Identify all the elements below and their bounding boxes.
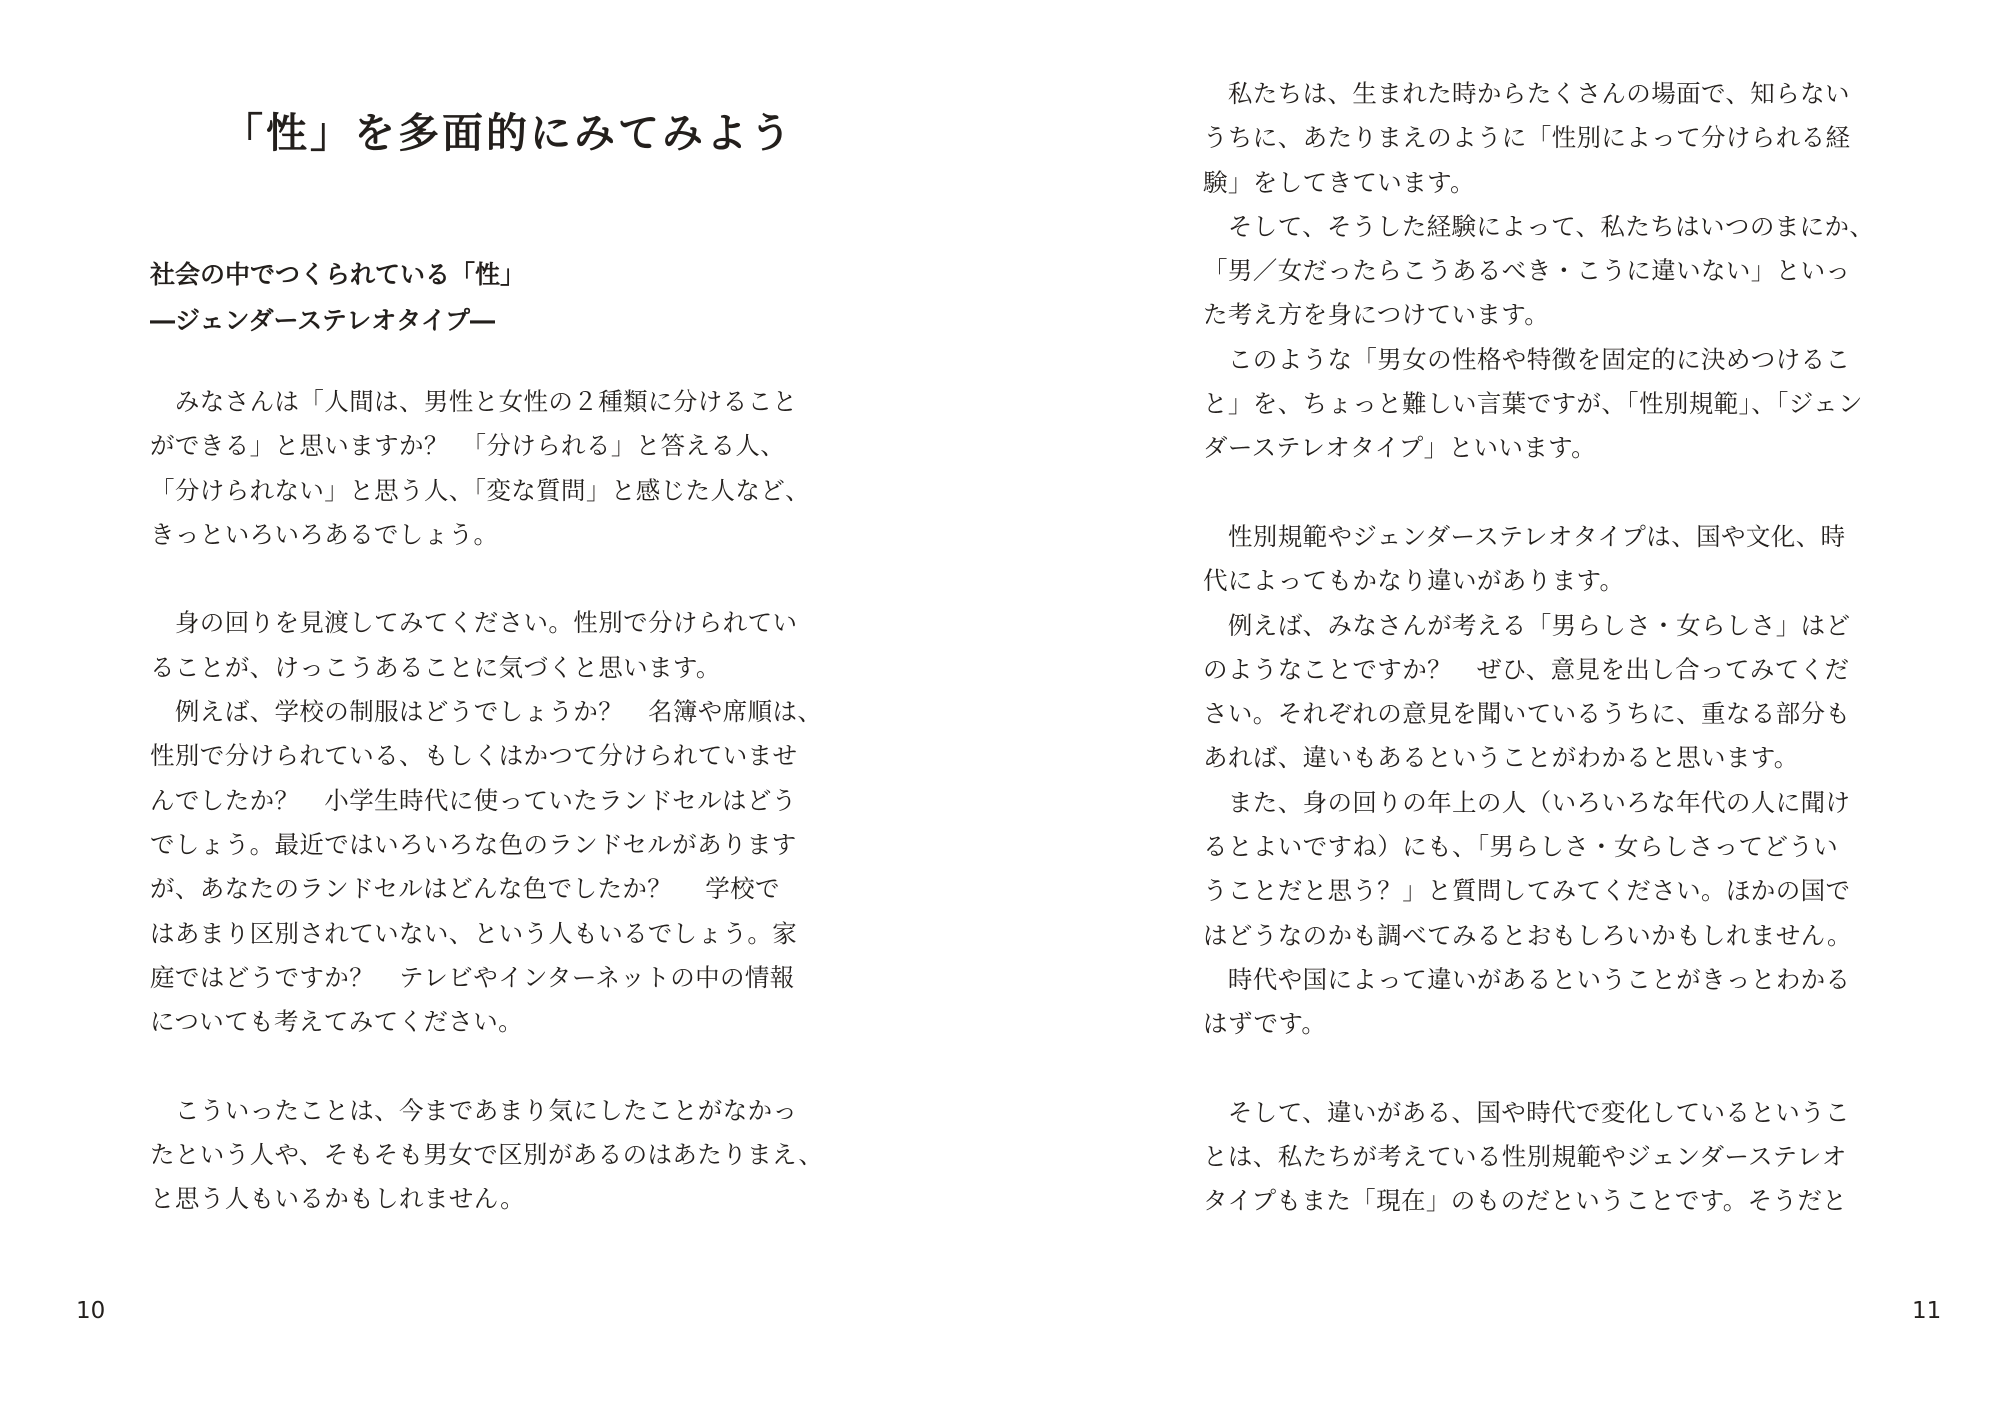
- text-line: 私たちは、生まれた時からたくさんの場面で、知らない: [1203, 79, 1850, 108]
- text-line: きっといろいろあるでしょう。: [150, 519, 499, 549]
- text-line: タイプもまた「現在」のものだということです。そうだと: [1203, 1186, 1848, 1216]
- blank-line: [1203, 1047, 1903, 1091]
- blank-line: [150, 557, 850, 601]
- text-line: はあまり区別されていない、という人もいるでしょう。家: [150, 918, 798, 948]
- text-line: 例えば、みなさんが考える「男らしさ・女らしさ」はど: [1203, 610, 1851, 640]
- text-line: はずです。: [1203, 1009, 1327, 1039]
- text-line: についても考えてみてください。: [150, 1007, 524, 1037]
- text-line: と思う人もいるかもしれません。: [150, 1184, 525, 1214]
- text-line: 「男／女だったらこうあるべき・こうに違いない」といっ: [1203, 256, 1851, 286]
- section-heading-subtitle: ―ジェンダーステレオタイプ―: [150, 306, 496, 335]
- page-number-right: 11: [1912, 1298, 1942, 1324]
- text-line: るとよいですね）にも、「男らしさ・女らしさってどうい: [1203, 832, 1839, 862]
- text-line: 性別で分けられている、もしくはかつて分けられていませ: [150, 741, 798, 771]
- section-heading-line: 社会の中でつくられている「性」: [150, 260, 526, 289]
- text-line: とは、私たちが考えている性別規範やジェンダーステレオ: [1203, 1142, 1847, 1172]
- text-line: こういったことは、今まであまり気にしたことがなかっ: [150, 1095, 798, 1125]
- text-line: さい。それぞれの意見を聞いているうちに、重なる部分も: [1203, 699, 1851, 729]
- text-line: 例えば、学校の制服はどうでしょうか？ 名簿や席順は、: [150, 697, 823, 727]
- text-line: このような「男女の性格や特徴を固定的に決めつけるこ: [1203, 344, 1851, 374]
- text-line: ができる」と思いますか？ 「分けられる」と答える人、: [150, 431, 786, 461]
- text-line: た考え方を身につけています。: [1203, 300, 1550, 330]
- blank-line: [150, 1044, 850, 1088]
- text-line: うちに、あたりまえのように「性別によって分けられる経: [1203, 123, 1851, 153]
- text-line: が、あなたのランドセルはどんな色でしたか？ 学校で: [150, 874, 780, 904]
- text-line: 験」をしてきています。: [1203, 167, 1475, 197]
- text-line: ダーステレオタイプ」といいます。: [1203, 433, 1597, 463]
- blank-line: [1203, 471, 1903, 515]
- text-line: あれば、違いもあるということがわかると思います。: [1203, 743, 1799, 773]
- page-number-left: 10: [76, 1298, 106, 1324]
- text-line: 庭ではどうですか？ テレビやインターネットの中の情報: [150, 962, 795, 992]
- text-line: みなさんは「人間は、男性と女性の２種類に分けること: [150, 387, 798, 416]
- text-line: 「分けられない」と思う人、「変な質問」と感じた人など、: [150, 475, 811, 505]
- body-text-left: [150, 380, 850, 1222]
- section-heading: [150, 252, 525, 344]
- text-line: でしょう。最近ではいろいろな色のランドセルがあります: [150, 829, 797, 859]
- text-line: うことだと思う？」と質問してみてください。ほかの国で: [1203, 876, 1851, 906]
- text-line: と」を、ちょっと難しい言葉ですが、「性別規範」、「ジェン: [1203, 389, 1863, 419]
- text-line: また、身の回りの年上の人（いろいろな年代の人に聞け: [1203, 787, 1851, 817]
- text-line: そして、そうした経験によって、私たちはいつのまにか、: [1203, 211, 1875, 241]
- text-line: んでしたか？ 小学生時代に使っていたランドセルはどう: [150, 785, 797, 815]
- text-line: のようなことですか？ ぜひ、意見を出し合ってみてくだ: [1203, 654, 1850, 684]
- page-title: 「性」を多面的にみてみよう: [222, 109, 794, 157]
- text-line: ることが、けっこうあることに気づくと思います。: [150, 652, 721, 682]
- text-line: 性別規範やジェンダーステレオタイプは、国や文化、時: [1203, 521, 1846, 551]
- text-line: 時代や国によって違いがあるということがきっとわかる: [1203, 964, 1851, 994]
- text-line: はどうなのかも調べてみるとおもしろいかもしれません。: [1203, 920, 1852, 950]
- body-text-right: [1203, 72, 1903, 1224]
- text-line: 身の回りを見渡してみてください。性別で分けられてい: [150, 608, 798, 638]
- text-line: 代によってもかなり違いがあります。: [1203, 566, 1625, 596]
- text-line: たという人や、そもそも男女で区別があるのはあたりまえ、: [150, 1140, 824, 1170]
- text-line: そして、違いがある、国や時代で変化しているというこ: [1203, 1097, 1850, 1127]
